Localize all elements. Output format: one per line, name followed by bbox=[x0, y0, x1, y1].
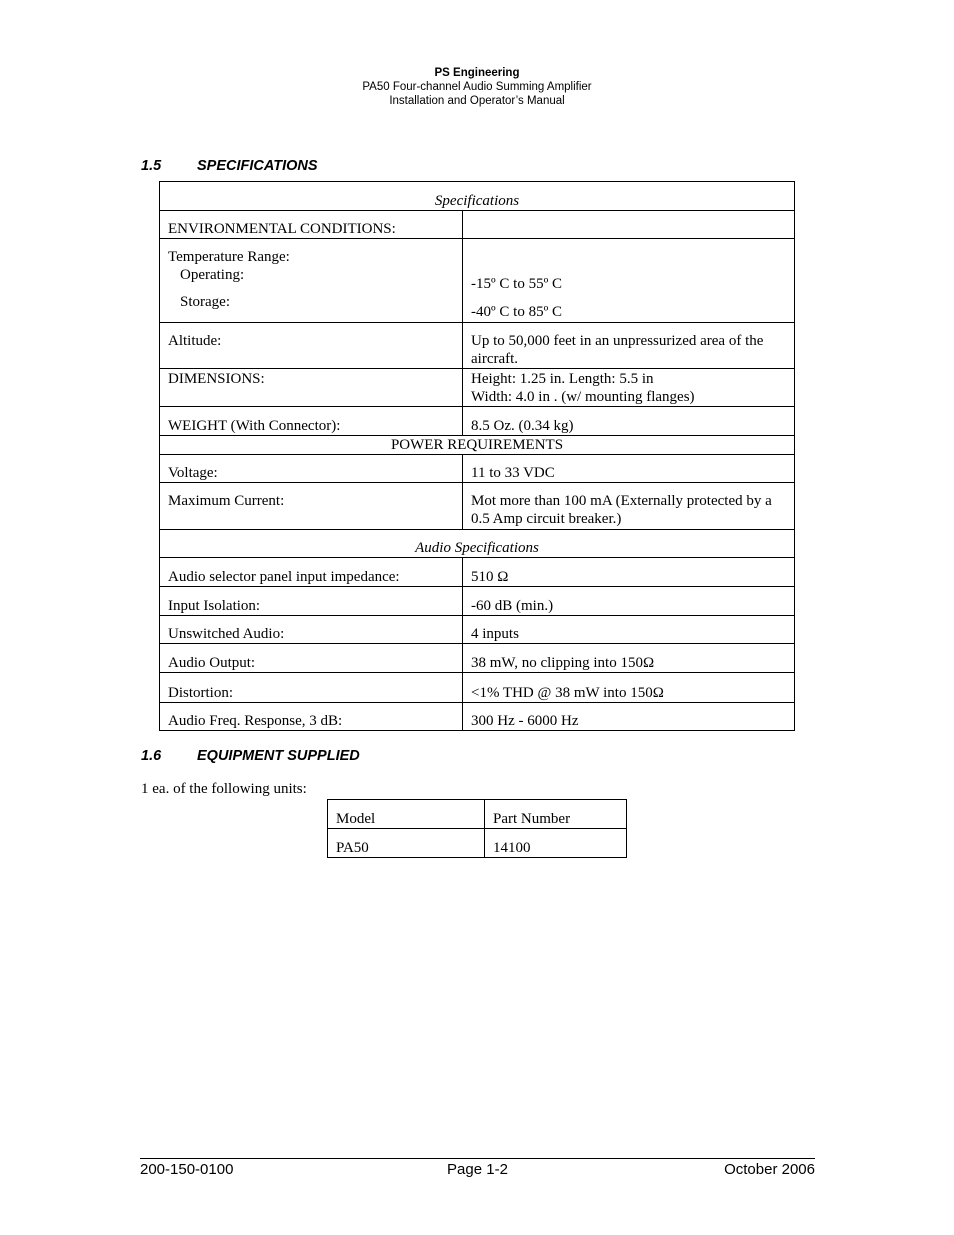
spec-label: Audio Output: bbox=[160, 644, 463, 673]
spec-value: Up to 50,000 feet in an unpressurized area of the aircraft. bbox=[463, 323, 795, 369]
table-cell: PA50 bbox=[328, 829, 485, 858]
table-caption: Specifications bbox=[160, 182, 795, 211]
specifications-table bbox=[159, 181, 795, 731]
spec-label: Voltage: bbox=[160, 455, 463, 483]
spec-label-temperature bbox=[160, 239, 463, 323]
spec-label: ENVIRONMENTAL CONDITIONS: bbox=[160, 211, 463, 239]
section-heading-equipment bbox=[141, 748, 360, 764]
section-title: SPECIFICATIONS bbox=[197, 158, 318, 174]
spec-label: Distortion: bbox=[160, 673, 463, 703]
spec-value bbox=[463, 211, 795, 239]
section-number: 1.5 bbox=[141, 158, 162, 174]
dimensions-line: Width: 4.0 in . (w/ mounting flanges) bbox=[471, 389, 695, 405]
spec-label: Input Isolation: bbox=[160, 587, 463, 616]
table-cell: 14100 bbox=[485, 829, 627, 858]
spec-value: 11 to 33 VDC bbox=[463, 455, 795, 483]
spec-value: 510 Ω bbox=[463, 558, 795, 587]
storage-label: Storage: bbox=[180, 294, 230, 310]
company-name: PS Engineering bbox=[434, 67, 520, 79]
spec-value: -60 dB (min.) bbox=[463, 587, 795, 616]
spec-label: Unswitched Audio: bbox=[160, 616, 463, 644]
spec-value: 300 Hz - 6000 Hz bbox=[463, 703, 795, 731]
spec-label: WEIGHT (With Connector): bbox=[160, 407, 463, 436]
table-header-cell: Model bbox=[328, 800, 485, 829]
storage-value: -40º C to 85º C bbox=[471, 304, 562, 320]
equipment-table bbox=[327, 799, 627, 858]
spec-label: DIMENSIONS: bbox=[160, 369, 463, 407]
section-heading-specifications bbox=[141, 158, 318, 174]
spec-value: Mot more than 100 mA (Externally protected by a 0.5 Amp circuit breaker.) bbox=[463, 483, 795, 530]
manual-title: Installation and Operator’s Manual bbox=[389, 95, 565, 107]
power-requirements-heading: POWER REQUIREMENTS bbox=[160, 436, 795, 455]
dimensions-line: Height: 1.25 in. Length: 5.5 in bbox=[471, 371, 654, 387]
spec-label: Audio Freq. Response, 3 dB: bbox=[160, 703, 463, 731]
footer-divider bbox=[140, 1158, 815, 1159]
section-number: 1.6 bbox=[141, 748, 162, 764]
operating-value: -15º C to 55º C bbox=[471, 276, 562, 292]
audio-specifications-heading: Audio Specifications bbox=[160, 530, 795, 558]
product-name: PA50 Four-channel Audio Summing Amplifier bbox=[362, 81, 592, 93]
spec-label: Audio selector panel input impedance: bbox=[160, 558, 463, 587]
spec-value: 38 mW, no clipping into 150Ω bbox=[463, 644, 795, 673]
spec-value: <1% THD @ 38 mW into 150Ω bbox=[463, 673, 795, 703]
spec-value: 8.5 Oz. (0.34 kg) bbox=[463, 407, 795, 436]
table-row bbox=[328, 829, 627, 858]
operating-label: Operating: bbox=[180, 267, 245, 283]
spec-label: Maximum Current: bbox=[160, 483, 463, 530]
spec-value-dimensions bbox=[463, 369, 795, 407]
document-date: October 2006 bbox=[724, 1161, 815, 1178]
spec-value: 4 inputs bbox=[463, 616, 795, 644]
spec-value-temperature bbox=[463, 239, 795, 323]
page-header bbox=[0, 66, 954, 108]
spec-label: Altitude: bbox=[160, 323, 463, 369]
units-intro-text: 1 ea. of the following units: bbox=[141, 781, 307, 797]
document-number: 200-150-0100 bbox=[140, 1161, 234, 1178]
table-header-cell: Part Number bbox=[485, 800, 627, 829]
page-number: Page 1-2 bbox=[447, 1161, 508, 1178]
section-title: EQUIPMENT SUPPLIED bbox=[197, 748, 360, 764]
temperature-label: Temperature Range: bbox=[168, 249, 290, 265]
